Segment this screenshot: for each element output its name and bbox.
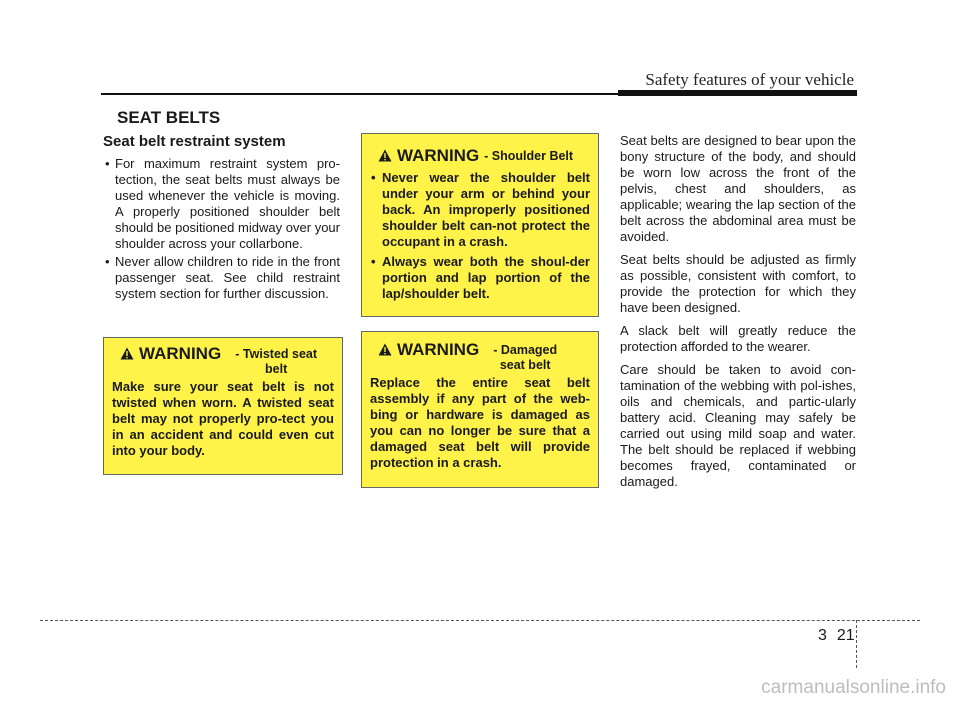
warning-subtitle: - Shoulder Belt xyxy=(484,149,574,163)
warning-bullets xyxy=(370,170,590,302)
footer-divider xyxy=(856,620,857,668)
warning-box-damaged xyxy=(361,331,599,488)
warning-text: Make sure your seat belt is not twisted when worn. A twisted seat belt may not properly pro-tect you in an accident and could even cut into your body. xyxy=(112,379,334,458)
body-paragraph: Seat belts are designed to bear upon the bony structure of the body, and should be worn low across the front of the pelvis, chest and shoulders, as applicable; wearing the lap section of the belt across the abdominal area must be avoided. xyxy=(620,133,856,244)
warning-bullet-item: • Always wear both the shoul-der portion and lap portion of the lap/shoulder belt. xyxy=(370,254,590,302)
warning-header xyxy=(370,340,590,373)
header-tab-bar xyxy=(618,90,857,96)
body-paragraph: Seat belts should be adjusted as firmly as possible, consistent with comfort, to provide the protection for which they have been designed. xyxy=(620,252,856,315)
warning-triangle-icon xyxy=(120,347,134,360)
body-paragraph: Care should be taken to avoid con-tamination of the webbing with pol-ishes, oils and chemicals, and partic-ularly battery acid. Cleaning may safely be carried out using mild soap and water. The belt should be replaced if webbing becomes frayed, contaminated or damaged. xyxy=(620,362,856,489)
page-number-value: 21 xyxy=(836,627,855,644)
warning-subtitle: - Damaged seat belt xyxy=(493,343,558,372)
header-title: Safety features of your vehicle xyxy=(645,70,854,89)
warning-triangle-icon xyxy=(378,343,392,356)
body-paragraph: A slack belt will greatly reduce the protection afforded to the wearer. xyxy=(620,323,856,354)
chapter-number: 3 xyxy=(818,627,827,644)
right-column xyxy=(620,133,856,497)
page-number xyxy=(818,627,855,645)
warning-triangle-icon xyxy=(378,149,392,162)
warning-subtitle: - Twisted seat belt xyxy=(235,347,318,376)
warning-bullet-item: • Never wear the shoulder belt under your arm or behind your back. An improperly positioned shoulder belt can-not protect the occupant in a crash. xyxy=(370,170,590,250)
warning-text: Replace the entire seat belt assembly if any part of the web-bing or hardware is damaged as you can no longer be sure that a damaged seat belt will provide protection in a crash. xyxy=(370,375,590,470)
warning-header xyxy=(112,344,334,377)
warning-header xyxy=(370,146,590,166)
bullet-item: • For maximum restraint system pro-tection, the seat belts must always be used whenever the vehicle is moving. A properly positioned shoulder belt should be positioned midway over your shoulder across your collarbone. xyxy=(103,156,340,252)
warning-word: WARNING xyxy=(397,340,480,359)
left-column xyxy=(103,133,340,304)
warning-word: WARNING xyxy=(397,146,480,165)
warning-box-shoulder xyxy=(361,133,599,317)
section-title: SEAT BELTS xyxy=(117,108,221,127)
footer-rule xyxy=(40,620,920,621)
warning-box-twisted xyxy=(103,337,343,475)
restraint-bullets xyxy=(103,156,340,302)
subsection-title: Seat belt restraint system xyxy=(103,133,286,150)
warning-word: WARNING xyxy=(139,344,222,363)
bullet-item: • Never allow children to ride in the front passenger seat. See child restraint system section for further discussion. xyxy=(103,254,340,302)
watermark: carmanualsonline.info xyxy=(761,677,946,698)
